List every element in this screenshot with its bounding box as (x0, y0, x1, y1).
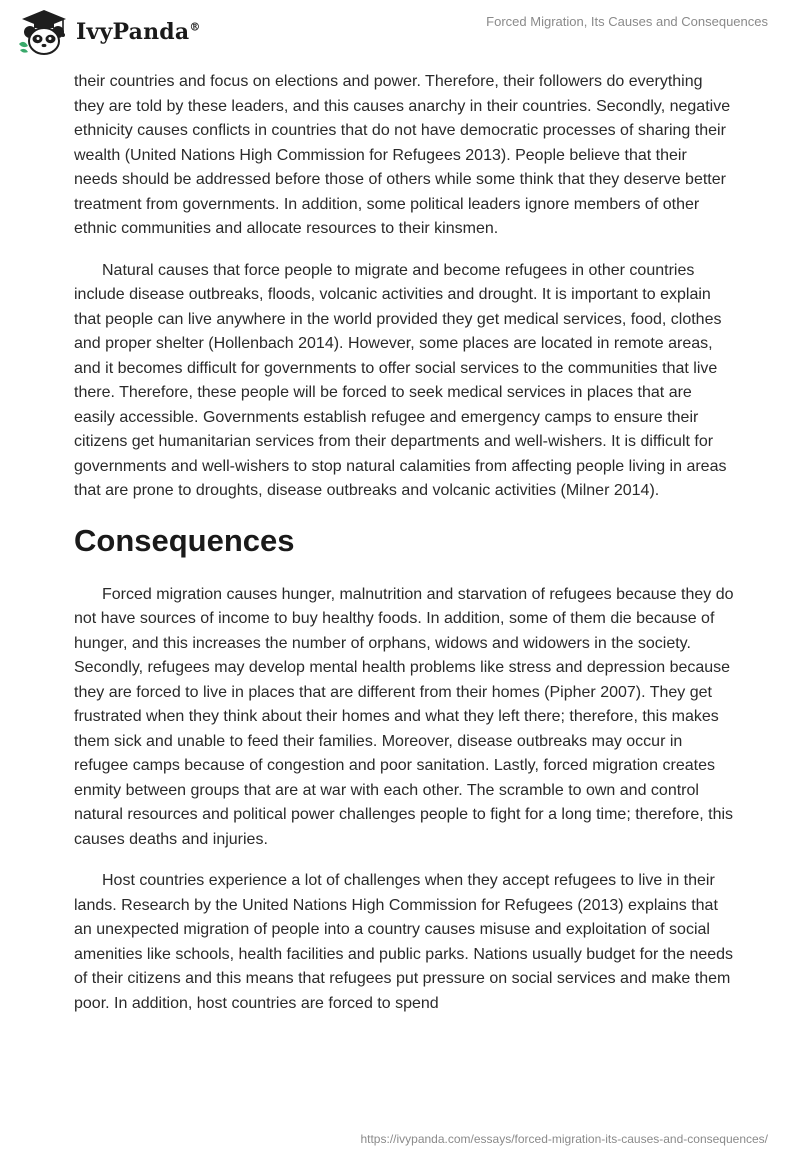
page-header (0, 0, 800, 62)
document-title: Forced Migration, Its Causes and Consequences (486, 14, 768, 29)
essay-body (74, 70, 734, 1033)
panda-graduate-icon (16, 8, 72, 56)
brand-name: IvyPanda® (76, 19, 201, 45)
paragraph-continued: their countries and focus on elections and power. Therefore, their followers do everything they are told by these leaders, and this causes anarchy in their countries. Secondly, negative ethnicity causes conflicts in countries that do not have democratic processes of sharing their wealth (United Nations High Commission for Refugees 2013). People believe that their needs should be addressed before those of others while some think that they deserve better treatment from governments. In addition, some political leaders ignore members of other ethnic communities and allocate resources to their kinsmen. (74, 73, 731, 237)
section-heading-consequences: Consequences (74, 522, 295, 558)
source-url[interactable]: https://ivypanda.com/essays/forced-migration-its-causes-and-consequences/ (360, 1132, 768, 1146)
paragraph-effects-on-refugees: Forced migration causes hunger, malnutrition and starvation of refugees because they do not have sources of income to buy healthy foods. In addition, some of them die because of hunger, and this increases the number of orphans, widows and widowers in the society. Secondly, refugees may develop mental health problems like stress and depression because they are forced to live in places that are different from their homes (Pipher 2007). They get frustrated when they think about their homes and what they left there; therefore, this makes them sick and unable to feed their families. Moreover, disease outbreaks may occur in refugee camps because of congestion and poor sanitation. Lastly, forced migration creates enmity between groups that are at war with each other. The scramble to own and control natural resources and political power challenges people to fight for a long time; therefore, this causes deaths and injuries. (74, 585, 734, 848)
paragraph-host-countries: Host countries experience a lot of challenges when they accept refugees to live in their lands. Research by the United Nations High Commission for Refugees (2013) explains that an unexpected migration of people into a country causes misuse and exploitation of social amenities like schools, health facilities and public parks. Nations usually budget for the needs of their citizens and this means that refugees put pressure on social services and make them poor. In addition, host countries are forced to spend (74, 872, 734, 1012)
paragraph-natural-causes: Natural causes that force people to migrate and become refugees in other countries include disease outbreaks, floods, volcanic activities and drought. It is important to explain that people can live anywhere in the world provided they get medical services, food, clothes and proper shelter (Hollenbach 2014). However, some places are located in remote areas, and it becomes difficult for governments to offer social services to the communities that live there. Therefore, these people will be forced to seek medical services in places that are easily accessible. Governments establish refugee and emergency camps to ensure their citizens get humanitarian services from their departments and well-wishers. It is difficult for governments and well-wishers to stop natural calamities from affecting people living in areas that are prone to droughts, disease outbreaks and volcanic activities (Milner 2014). (74, 261, 727, 499)
brand-logo[interactable] (16, 8, 201, 56)
